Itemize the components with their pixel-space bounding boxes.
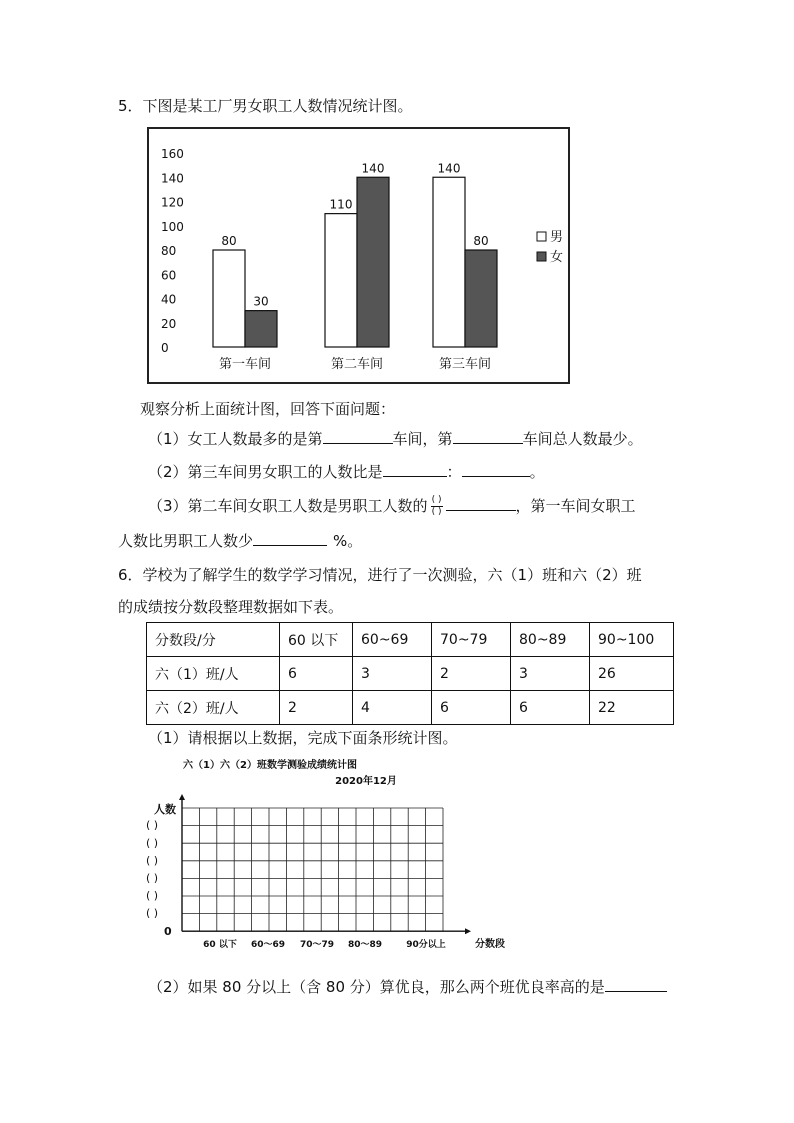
legend-label: 男 [550, 230, 564, 245]
data-label: 140 [437, 161, 461, 176]
y-tick-label: 120 [161, 195, 184, 210]
table-cell: 3 [353, 657, 432, 691]
legend-swatch [537, 232, 546, 241]
table-cell: 2 [432, 657, 511, 691]
q6-sub1: （1）请根据以上数据，完成下面条形统计图。 [148, 729, 458, 747]
table-row [147, 691, 674, 725]
table-cell: 3 [511, 657, 590, 691]
fraction-denominator: ( ) [431, 507, 442, 517]
q6-sub2 [148, 977, 667, 997]
table-cell: 26 [590, 657, 674, 691]
answer-blank[interactable] [462, 462, 530, 477]
legend-swatch [537, 252, 546, 261]
table-header-cell: 60 以下 [280, 623, 353, 657]
q6-intro-line2: 的成绩按分数段整理数据如下表。 [118, 598, 344, 616]
y-tick-label: 160 [161, 147, 184, 161]
data-label: 80 [221, 234, 237, 248]
category-label: 第一车间 [218, 357, 272, 372]
y-tick-placeholder: ( ) [146, 818, 159, 832]
table-cell: 六（1）班/人 [147, 657, 280, 691]
table-cell: 6 [511, 691, 590, 725]
q5-title: 5．下图是某工厂男女职工人数情况统计图。 [118, 97, 413, 115]
chart-title: 六（1）六（2）班数学测验成绩统计图 [183, 760, 357, 771]
y-tick-placeholder: ( ) [146, 836, 159, 850]
q5-part2-text-a: （2）第三车间男女职工的人数比是 [148, 463, 383, 481]
q5-part2 [148, 462, 545, 482]
category-label: 60 以下 [203, 940, 237, 951]
q5-part1 [148, 429, 643, 449]
legend-label: 女 [550, 250, 564, 265]
y-zero-label: 0 [164, 925, 172, 939]
answer-blank[interactable] [383, 462, 447, 477]
data-label: 140 [361, 161, 385, 176]
category-label: 80～89 [347, 940, 383, 951]
q5-part1-text-c: 车间总人数最少。 [522, 430, 643, 448]
q5-part2-text-c: 。 [529, 463, 545, 481]
y-axis-label: 人数 [154, 803, 176, 816]
workshop-bar-chart [149, 129, 568, 382]
y-axis-arrow [179, 794, 185, 800]
bar-chart-frame [147, 127, 570, 384]
score-table [146, 622, 674, 725]
table-header-cell: 70~79 [432, 623, 511, 657]
q5-part1-text-b: 车间，第 [392, 430, 453, 448]
y-tick-placeholder: ( ) [146, 853, 159, 867]
category-label: 70～79 [299, 940, 335, 951]
blank-grid-chart [140, 756, 520, 966]
answer-blank[interactable] [253, 531, 327, 546]
table-cell: 六（2）班/人 [147, 691, 280, 725]
category-label: 60～69 [250, 940, 286, 951]
chart-subtitle: 2020年12月 [335, 776, 397, 787]
q6-intro-line1: 6．学校为了解学生的数学学习情况，进行了一次测验，六（1）班和六（2）班 [118, 566, 642, 584]
bar-male [325, 214, 357, 347]
answer-blank[interactable] [323, 429, 393, 444]
y-tick-label: 100 [161, 219, 184, 234]
table-cell: 6 [280, 657, 353, 691]
y-tick-placeholder: ( ) [146, 889, 159, 903]
category-label: 第二车间 [330, 357, 384, 372]
q5-part2-colon: ： [446, 463, 462, 481]
answer-blank[interactable] [453, 429, 523, 444]
q6-sub2-text: （2）如果 80 分以上（含 80 分）算优良，那么两个班优良率高的是 [148, 978, 605, 996]
q5-instruction: 观察分析上面统计图，回答下面问题： [140, 400, 396, 418]
data-label: 80 [473, 234, 489, 248]
table-row [147, 657, 674, 691]
table-cell: 2 [280, 691, 353, 725]
y-tick-label: 20 [161, 316, 177, 331]
q5-part3-text-b: ，第一车间女职工 [515, 497, 636, 515]
bar-female [357, 177, 389, 347]
fraction-numerator: ( ) [431, 495, 442, 505]
table-header-cell: 90~100 [590, 623, 674, 657]
table-header-cell: 60~69 [353, 623, 432, 657]
table-cell: 6 [432, 691, 511, 725]
bar-female [465, 250, 497, 347]
q5-part3-text-a: （3）第二车间女职工人数是男职工人数的 [148, 497, 428, 515]
y-tick-placeholder: ( ) [146, 906, 159, 920]
data-label: 30 [253, 294, 269, 309]
data-label: 110 [329, 197, 353, 212]
fraction [431, 496, 443, 517]
category-label: 90分以上 [406, 940, 446, 951]
q5-part3-cont [118, 531, 362, 551]
answer-blank[interactable] [446, 496, 516, 511]
table-header-cell: 80~89 [511, 623, 590, 657]
table-header-row [147, 623, 674, 657]
x-axis-arrow [465, 928, 471, 934]
y-tick-placeholder: ( ) [146, 871, 159, 885]
y-tick-label: 40 [161, 292, 177, 307]
x-axis-label: 分数段 [475, 939, 505, 951]
answer-blank[interactable] [605, 977, 667, 992]
y-tick-label: 0 [161, 341, 169, 355]
bar-male [213, 250, 245, 347]
bar-female [245, 311, 277, 347]
q5-part3 [148, 496, 636, 517]
table-cell: 22 [590, 691, 674, 725]
y-tick-label: 140 [161, 171, 184, 186]
category-label: 第三车间 [438, 357, 492, 372]
q5-part3-text-c: 人数比男职工人数少 [118, 532, 254, 550]
table-cell: 4 [353, 691, 432, 725]
y-tick-label: 80 [161, 244, 177, 258]
bar-male [433, 177, 465, 347]
q5-part3-percent: %。 [333, 532, 363, 550]
q5-part1-text-a: （1）女工人数最多的是第 [148, 430, 323, 448]
y-tick-label: 60 [161, 268, 177, 283]
table-header-cell: 分数段/分 [147, 623, 280, 657]
